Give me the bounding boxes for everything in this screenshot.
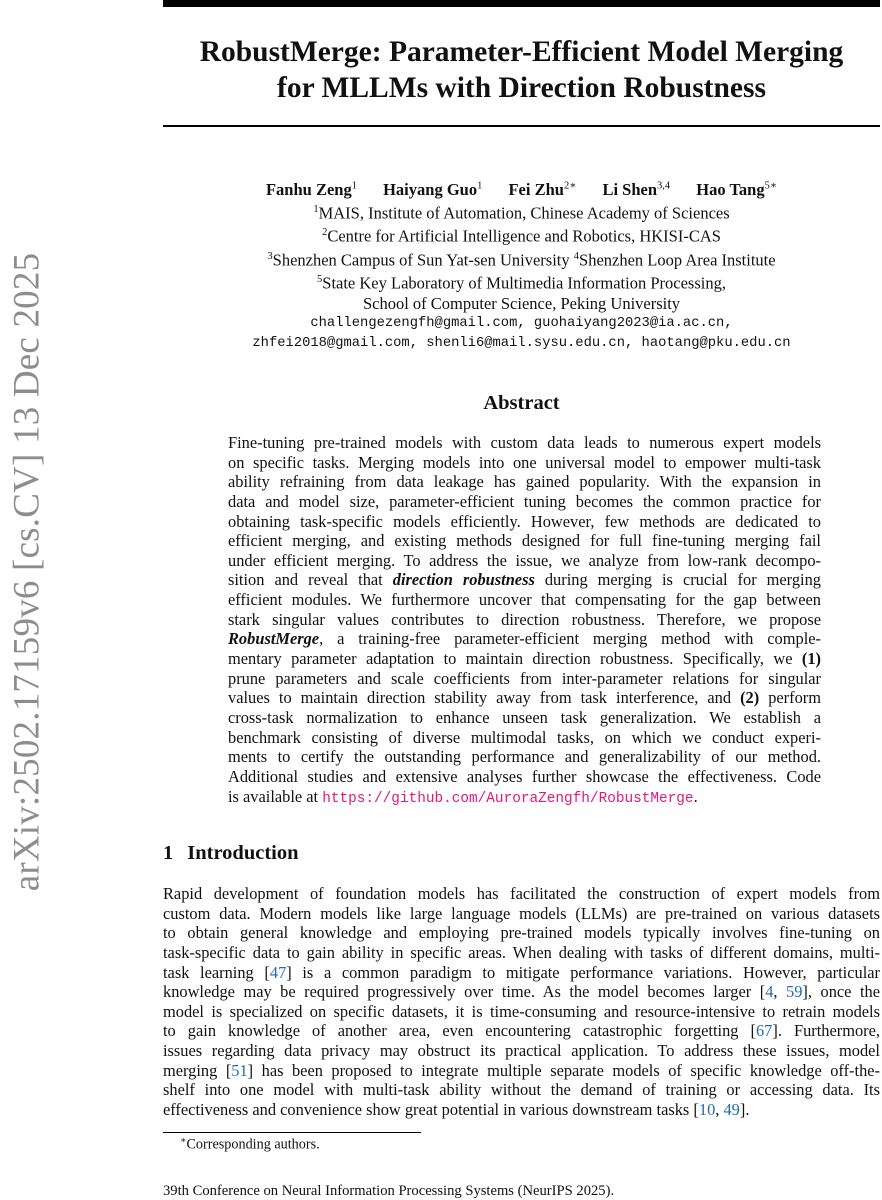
author: Fei Zhu$^{2∗}$: [508, 179, 577, 199]
author-block: [163, 176, 880, 354]
citation-link[interactable]: 59: [786, 982, 803, 1002]
abstract-line: cross-task normalization to enhance unseen task generalization. We establish a: [228, 707, 821, 727]
title-line-1: RobustMerge: Parameter-Efficient Model Merging: [199, 36, 844, 68]
section-number: 1: [163, 842, 174, 864]
abstract-line: data and model size, parameter-efficient tuning becomes the common practice for: [228, 491, 821, 511]
top-rule: [163, 0, 880, 7]
affiliation-5: $^5$State Key Laboratory of Multimedia Information Processing,: [317, 273, 726, 293]
abstract-line: prune parameters and scale coefficients from inter-parameter relations for singular: [228, 668, 821, 688]
citation-link[interactable]: 10: [698, 1100, 716, 1120]
abstract-line: benchmark consisting of diverse multimodal tasks, on which we conduct experi-: [228, 727, 821, 747]
citation-link[interactable]: 51: [231, 1060, 248, 1080]
author: Haiyang Guo$^1$: [383, 179, 483, 199]
intro-line: effectiveness and convenience show great potential in various downstream tasks [10, 49].: [163, 1100, 750, 1120]
author-names: [163, 176, 880, 200]
abstract-line: obtaining task-specific models efficiently. However, few methods are dedicated to: [228, 511, 821, 531]
venue-footer: 39th Conference on Neural Information Processing Systems (NeurIPS 2025).: [163, 1183, 615, 1199]
citation-link[interactable]: 49: [723, 1100, 740, 1120]
abstract-line: ments to certify the outstanding performance and generalizability of our method.: [228, 747, 821, 767]
email-line-2[interactable]: zhfei2018@gmail.com, shenli6@mail.sysu.edu.cn, haotang@pku.edu.cn: [252, 335, 791, 351]
intro-line: custom data. Modern models like large language models (LLMs) are pre-trained on various datasets: [163, 903, 880, 923]
intro-line: model is specialized on specific datasets, it is time-consuming and resource-intensive to retrain models: [163, 1001, 880, 1021]
section-heading: [163, 842, 299, 865]
citation-link[interactable]: 4: [765, 982, 774, 1002]
paper-title: [163, 34, 880, 106]
intro-body: [163, 884, 880, 1120]
author: Hao Tang$^{5∗}$: [696, 179, 778, 199]
footnote: ∗Corresponding authors.: [180, 1136, 320, 1153]
intro-line: task learning [47] is a common paradigm to mitigate performance variations. However, particular: [163, 962, 880, 982]
intro-line: shelf into one model with multi-task ability without the demand of training or accessing data. Its: [163, 1080, 880, 1100]
title-rule: [163, 125, 880, 127]
author: Li Shen$^{3,4}$: [602, 179, 671, 199]
intro-line: to obtain general knowledge and employing pre-trained models typically involves fine-tuning on: [163, 923, 880, 943]
footnote-rule: [163, 1132, 421, 1133]
code-link[interactable]: https://github.com/AuroraZengfh/RobustMerge: [322, 790, 694, 807]
abstract-line: is available at https://github.com/AuroraZengfh/RobustMerge.: [228, 786, 698, 807]
intro-line: issues regarding data privacy may obstruct its practical application. To address these issues, model: [163, 1041, 880, 1061]
enum-1: (1): [801, 649, 821, 669]
affiliation-1: $^1$MAIS, Institute of Automation, Chinese Academy of Sciences: [313, 203, 730, 222]
arxiv-sidebar: [0, 0, 54, 1200]
affiliation-2: $^2$Centre for Artificial Intelligence and Robotics, HKISI-CAS: [322, 226, 721, 246]
emphasis-method-name: RobustMerge: [228, 629, 320, 649]
abstract-line: efficient merging, and existing methods designed for full fine-tuning merging fail: [228, 531, 821, 551]
intro-line: task-specific data to gain ability in specific areas. When dealing with tasks of different domains, multi-: [163, 942, 880, 962]
abstract-heading: Abstract: [483, 392, 560, 414]
abstract-line: efficient modules. We furthermore uncover that compensating for the gap between: [228, 590, 821, 610]
citation-link[interactable]: 47: [269, 962, 287, 982]
abstract-line: Fine-tuning pre-trained models with custom data leads to numerous expert models: [228, 433, 821, 452]
abstract-line: values to maintain direction stability away from task interference, and (2) perform: [228, 688, 821, 708]
abstract-line: RobustMerge, a training-free parameter-efficient merging method with comple-: [228, 629, 821, 649]
intro-line: merging [51] has been proposed to integrate multiple separate models of specific knowledge off-the-: [163, 1060, 880, 1080]
author: Fanhu Zeng$^1$: [265, 179, 357, 199]
emphasis-direction-robustness: direction robustness: [392, 570, 535, 590]
email-line-1[interactable]: challengezengfh@gmail.com, guohaiyang2023@ia.ac.cn,: [310, 315, 733, 331]
abstract-line: on specific tasks. Merging models into one universal model to empower multi-task: [228, 452, 821, 472]
affiliation-5-school: School of Computer Science, Peking University: [362, 293, 681, 313]
affiliation-3-4: $^3$Shenzhen Campus of Sun Yat-sen University $^4$Shenzhen Loop Area Institute: [267, 250, 776, 269]
intro-line: knowledge may be required progressively over time. As the model becomes larger [4, 59], once the: [163, 982, 880, 1002]
abstract-body: [228, 433, 821, 806]
intro-line: to gain knowledge of another area, even encountering catastrophic forgetting [67]. Furthermore,: [163, 1021, 880, 1041]
intro-line: Rapid development of foundation models has facilitated the construction of expert models from: [163, 884, 880, 903]
enum-2: (2): [740, 688, 760, 708]
arxiv-identifier[interactable]: arXiv:2502.17159v6 [cs.CV] 13 Dec 2025: [6, 252, 48, 892]
abstract-line: stark singular values contributes to direction robustness. Therefore, we propose: [228, 609, 821, 629]
abstract-line: under efficient merging. To address the issue, we analyze from low-rank decompo-: [228, 550, 821, 570]
citation-link[interactable]: 67: [755, 1021, 773, 1041]
abstract-line: mentary parameter adaptation to maintain direction robustness. Specifically, we (1): [228, 649, 821, 669]
section-title: Introduction: [187, 842, 299, 864]
abstract-line: Additional studies and extensive analyses further showcase the effectiveness. Code: [228, 766, 821, 786]
title-line-2: for MLLMs with Direction Robustness: [277, 72, 766, 104]
abstract-line: sition and reveal that direction robustness during merging is crucial for merging: [228, 570, 821, 590]
abstract-line: ability refraining from data leakage has gained popularity. With the expansion in: [228, 472, 821, 492]
